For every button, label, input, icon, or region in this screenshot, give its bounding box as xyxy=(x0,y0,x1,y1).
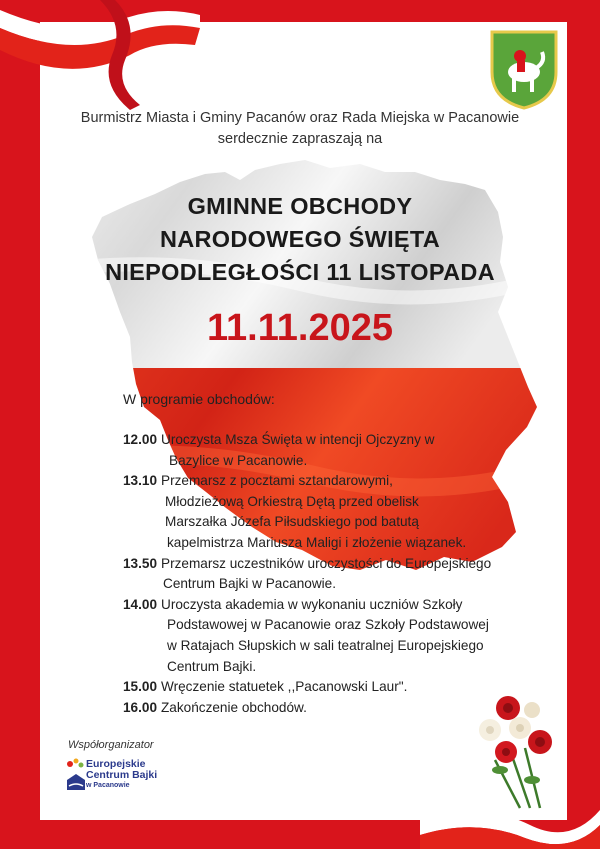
invitation-line-2: serdecznie zapraszają na xyxy=(217,131,383,147)
roses-bouquet xyxy=(470,690,570,810)
program-time: 14.00 xyxy=(123,596,158,612)
program-description xyxy=(161,677,463,698)
program-line: Przemarsz uczestników uroczystości do Europejskiego xyxy=(161,555,492,571)
program-description xyxy=(161,698,463,719)
program-line: Uroczysta akademia w wykonaniu uczniów Szkoły xyxy=(161,596,463,612)
program-line: kapelmistrza Mariusza Maligi i złożenie wiązanek. xyxy=(167,534,467,550)
program-time: 16.00 xyxy=(123,699,158,715)
logo-line-3: w Pacanowie xyxy=(86,782,130,789)
event-title xyxy=(0,190,600,289)
program-time: 13.10 xyxy=(123,473,158,489)
program-line: Marszałka Józefa Piłsudskiego pod batutą xyxy=(165,514,419,530)
program-item xyxy=(123,698,463,719)
program-list xyxy=(123,430,492,718)
program-description xyxy=(161,554,491,595)
program-line: Podstawowej w Pacanowie oraz Szkoły Podstawowej xyxy=(167,617,489,633)
program-item xyxy=(123,430,463,471)
program-item xyxy=(123,554,492,595)
logo-line-1: Europejskie xyxy=(86,758,146,770)
ecb-logo-text xyxy=(86,759,157,790)
program-line: w Ratajach Słupskich w sali teatralnej Europejskiego xyxy=(167,637,484,653)
program-line: Centrum Bajki. xyxy=(167,658,257,674)
program-line: Przemarsz z pocztami sztandarowymi, xyxy=(161,473,393,489)
program-item xyxy=(123,471,467,553)
program-description xyxy=(161,595,489,677)
program-time: 15.00 xyxy=(123,679,158,695)
title-line-1: GMINNE OBCHODY xyxy=(187,193,413,219)
program-description xyxy=(161,471,466,553)
invitation-line-1: Burmistrz Miasta i Gminy Pacanów oraz Rada Miejska w Pacanowie xyxy=(80,110,520,126)
invitation-text xyxy=(0,108,600,150)
title-line-2: NARODOWEGO ŚWIĘTA xyxy=(159,226,441,252)
event-date: 11.11.2025 xyxy=(207,307,393,349)
town-coat-of-arms xyxy=(490,30,558,110)
program-line: Uroczysta Msza Święta w intencji Ojczyzny w xyxy=(161,432,435,447)
program-line: Bazylice w Pacanowie. xyxy=(169,452,308,468)
program-line: Centrum Bajki w Pacanowie. xyxy=(163,576,337,592)
logo-line-2: Centrum Bajki xyxy=(86,769,158,781)
program-heading: W programie obchodów: xyxy=(123,391,275,407)
program-time: 13.50 xyxy=(123,555,158,571)
program-line: Młodzieżową Orkiestrą Dętą przed obelisk xyxy=(165,493,419,509)
program-description xyxy=(161,430,463,471)
program-line: Zakończenie obchodów. xyxy=(161,699,307,715)
coorganizer-label: Współorganizator xyxy=(68,739,154,751)
program-time: 12.00 xyxy=(123,432,158,447)
ribbon-top-left xyxy=(0,0,260,110)
title-line-3: NIEPODLEGŁOŚCI 11 LISTOPADA xyxy=(105,259,495,285)
program-item xyxy=(123,595,489,677)
program-item xyxy=(123,677,463,698)
program-line: Wręczenie statuetek ,,Pacanowski Laur". xyxy=(161,679,408,695)
